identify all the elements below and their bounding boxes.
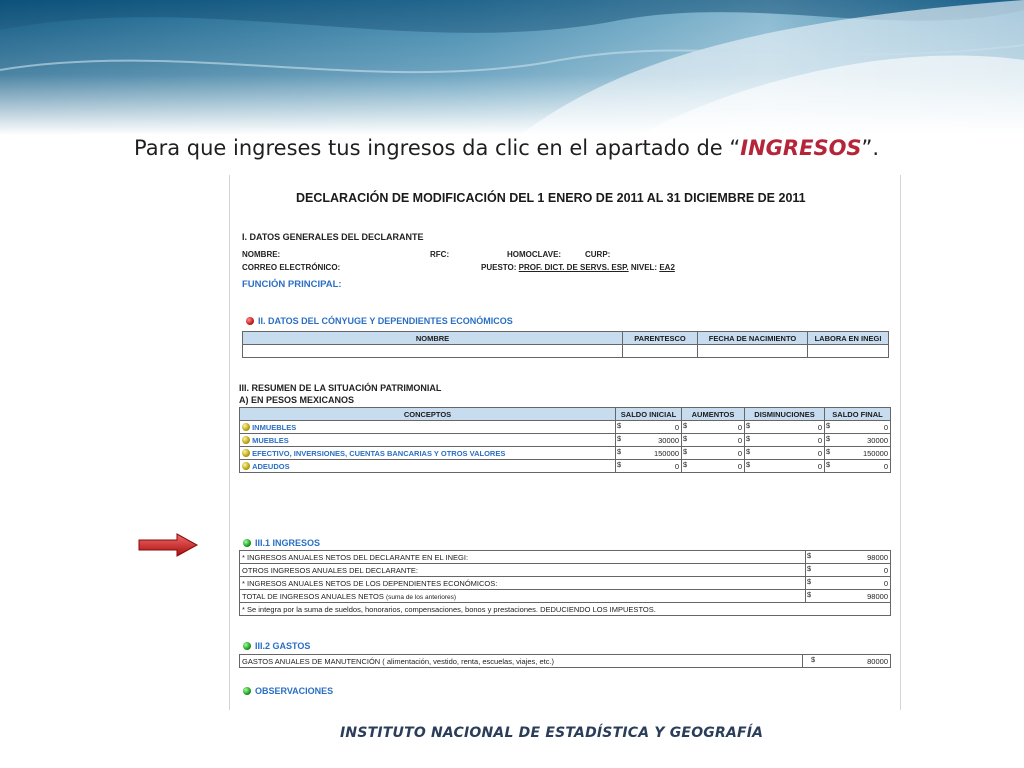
- declaration-document: [229, 175, 901, 710]
- disminuciones-value: 0: [817, 448, 822, 458]
- footer-institution: INSTITUTO NACIONAL DE ESTADÍSTICA Y GEOGRAFÍA: [340, 725, 764, 741]
- amount-cell: [682, 421, 745, 434]
- red-arrow-icon: [137, 532, 199, 558]
- green-status-dot-icon: [243, 687, 251, 695]
- ingreso-total-cell: [240, 590, 806, 603]
- table-row: [240, 655, 891, 668]
- saldo-final-value: 150000: [862, 448, 888, 458]
- header-banner: [0, 0, 1024, 135]
- currency-symbol: $: [746, 421, 751, 430]
- green-status-dot-icon: [243, 539, 251, 547]
- instruction-prefix: Para que ingreses tus ingresos da clic en el apartado de “: [134, 136, 741, 160]
- curp-label: CURP:: [585, 250, 611, 259]
- section3-subheading: A) EN PESOS MEXICANOS: [239, 395, 355, 405]
- table-row: [240, 447, 891, 460]
- column-header: PARENTESCO: [623, 332, 698, 345]
- funcion-principal-link[interactable]: FUNCIÓN PRINCIPAL:: [242, 279, 342, 290]
- disminuciones-value: 0: [817, 422, 822, 432]
- instruction-keyword: INGRESOS: [740, 136, 862, 160]
- green-status-dot-icon: [243, 642, 251, 650]
- amount-cell: [745, 460, 825, 473]
- table-row: [240, 421, 891, 434]
- document-title: DECLARACIÓN DE MODIFICACIÓN DEL 1 ENERO DE 2011 AL 31 DICIEMBRE DE 2011: [296, 191, 806, 205]
- ingresos-footnote: * Se integra por la suma de sueldos, honorarios, compensaciones, bonos y prestaciones. DEDUCIENDO LOS IMPUESTOS.: [240, 603, 891, 616]
- aumentos-value: 0: [737, 461, 742, 471]
- column-header: LABORA EN INEGI: [808, 332, 889, 345]
- column-header: NOMBRE: [243, 332, 623, 345]
- column-header: AUMENTOS: [682, 408, 745, 421]
- currency-symbol: $: [617, 447, 622, 456]
- currency-symbol: $: [683, 421, 688, 430]
- aumentos-value: 0: [737, 435, 742, 445]
- puesto-label: PUESTO:: [481, 263, 517, 272]
- concept-cell: [240, 434, 616, 447]
- patrimonio-table: [239, 407, 891, 473]
- currency-symbol: $: [683, 447, 688, 456]
- column-header: FECHA DE NACIMIENTO: [698, 332, 808, 345]
- section1-heading: I. DATOS GENERALES DEL DECLARANTE: [242, 232, 424, 242]
- amount-cell: [682, 434, 745, 447]
- nivel-value: EA2: [659, 263, 675, 272]
- concept-link[interactable]: MUEBLES: [252, 436, 289, 445]
- currency-symbol: $: [617, 460, 622, 469]
- table-header-row: [240, 408, 891, 421]
- amount-cell: [616, 460, 682, 473]
- currency-symbol: $: [617, 421, 622, 430]
- ingreso-value: 0: [883, 565, 888, 575]
- table-row: [240, 564, 891, 577]
- table-row: [240, 577, 891, 590]
- instruction-suffix: ”.: [861, 136, 880, 160]
- saldo-final-value: 0: [883, 461, 888, 471]
- observaciones-link[interactable]: OBSERVACIONES: [255, 686, 334, 696]
- table-row: [243, 345, 889, 358]
- amount-cell: [682, 460, 745, 473]
- currency-symbol: $: [826, 447, 831, 456]
- saldo-inicial-value: 150000: [653, 448, 679, 458]
- amount-cell: [616, 434, 682, 447]
- amount-cell: [745, 434, 825, 447]
- puesto-row: [481, 263, 675, 272]
- currency-symbol: $: [807, 577, 812, 586]
- currency-symbol: $: [811, 655, 816, 664]
- amount-cell: [825, 460, 891, 473]
- amount-cell: [745, 421, 825, 434]
- currency-symbol: $: [807, 590, 812, 599]
- currency-symbol: $: [807, 551, 812, 560]
- table-header-row: [243, 332, 889, 345]
- gastos-label: GASTOS ANUALES DE MANUTENCIÓN ( alimentación, vestido, renta, escuelas, viajes, etc.): [240, 655, 803, 668]
- nombre-label: NOMBRE:: [242, 250, 281, 259]
- amount-cell: [806, 564, 891, 577]
- currency-symbol: $: [826, 434, 831, 443]
- currency-symbol: $: [683, 460, 688, 469]
- column-header: DISMINUCIONES: [745, 408, 825, 421]
- concept-link[interactable]: INMUEBLES: [252, 423, 297, 432]
- table-row: [240, 551, 891, 564]
- currency-symbol: $: [826, 421, 831, 430]
- saldo-inicial-value: 0: [674, 461, 679, 471]
- instruction-text: [134, 136, 879, 160]
- ingreso-value: 0: [883, 578, 888, 588]
- currency-symbol: $: [683, 434, 688, 443]
- currency-symbol: $: [617, 434, 622, 443]
- gastos-table: [239, 654, 891, 668]
- yellow-status-dot-icon: [242, 436, 250, 444]
- currency-symbol: $: [826, 460, 831, 469]
- amount-cell: [682, 447, 745, 460]
- column-header: SALDO FINAL: [825, 408, 891, 421]
- conyuge-link[interactable]: II. DATOS DEL CÓNYUGE Y DEPENDIENTES ECONÓMICOS: [258, 316, 513, 326]
- amount-cell: [825, 447, 891, 460]
- ingresos-link[interactable]: III.1 INGRESOS: [255, 538, 321, 548]
- saldo-final-value: 30000: [867, 435, 888, 445]
- concept-link[interactable]: ADEUDOS: [252, 462, 290, 471]
- ingreso-value: 98000: [867, 552, 888, 562]
- ingreso-label: TOTAL DE INGRESOS ANUALES NETOS: [242, 591, 384, 601]
- concept-link[interactable]: EFECTIVO, INVERSIONES, CUENTAS BANCARIAS Y OTROS VALORES: [252, 449, 506, 458]
- saldo-inicial-value: 30000: [658, 435, 679, 445]
- aumentos-value: 0: [737, 422, 742, 432]
- puesto-value: PROF. DICT. DE SERVS. ESP.: [518, 263, 629, 272]
- conyuge-table: [242, 331, 889, 358]
- ingreso-label: OTROS INGRESOS ANUALES DEL DECLARANTE:: [240, 564, 806, 577]
- saldo-inicial-value: 0: [674, 422, 679, 432]
- ingreso-label: * INGRESOS ANUALES NETOS DEL DECLARANTE EN EL INEGI:: [240, 551, 806, 564]
- correo-label: CORREO ELECTRÓNICO:: [242, 263, 341, 272]
- homoclave-label: HOMOCLAVE:: [507, 250, 562, 259]
- concept-cell: [240, 447, 616, 460]
- amount-cell: [616, 421, 682, 434]
- rfc-label: RFC:: [430, 250, 450, 259]
- yellow-status-dot-icon: [242, 462, 250, 470]
- amount-cell: [745, 447, 825, 460]
- table-row: [240, 590, 891, 603]
- ingresos-table: [239, 550, 891, 616]
- column-header: SALDO INICIAL: [616, 408, 682, 421]
- concept-cell: [240, 460, 616, 473]
- amount-cell: [803, 655, 891, 668]
- concept-cell: [240, 421, 616, 434]
- red-status-dot-icon: [246, 317, 254, 325]
- ingreso-note: (suma de los anteriores): [385, 593, 457, 601]
- table-row: [240, 603, 891, 616]
- saldo-final-value: 0: [883, 422, 888, 432]
- ingreso-label: * INGRESOS ANUALES NETOS DE LOS DEPENDIENTES ECONÓMICOS:: [240, 577, 806, 590]
- ingreso-value: 98000: [867, 591, 888, 601]
- aumentos-value: 0: [737, 448, 742, 458]
- amount-cell: [825, 421, 891, 434]
- gastos-link[interactable]: III.2 GASTOS: [255, 641, 311, 651]
- amount-cell: [806, 590, 891, 603]
- table-row: [240, 434, 891, 447]
- currency-symbol: $: [807, 564, 812, 573]
- nivel-label: NIVEL:: [630, 263, 658, 272]
- currency-symbol: $: [746, 434, 751, 443]
- yellow-status-dot-icon: [242, 423, 250, 431]
- table-row: [240, 460, 891, 473]
- disminuciones-value: 0: [817, 461, 822, 471]
- disminuciones-value: 0: [817, 435, 822, 445]
- amount-cell: [825, 434, 891, 447]
- currency-symbol: $: [746, 460, 751, 469]
- amount-cell: [616, 447, 682, 460]
- section3-heading: III. RESUMEN DE LA SITUACIÓN PATRIMONIAL: [239, 383, 442, 393]
- yellow-status-dot-icon: [242, 449, 250, 457]
- gastos-value: 80000: [867, 656, 888, 666]
- currency-symbol: $: [746, 447, 751, 456]
- amount-cell: [806, 577, 891, 590]
- amount-cell: [806, 551, 891, 564]
- column-header: CONCEPTOS: [240, 408, 616, 421]
